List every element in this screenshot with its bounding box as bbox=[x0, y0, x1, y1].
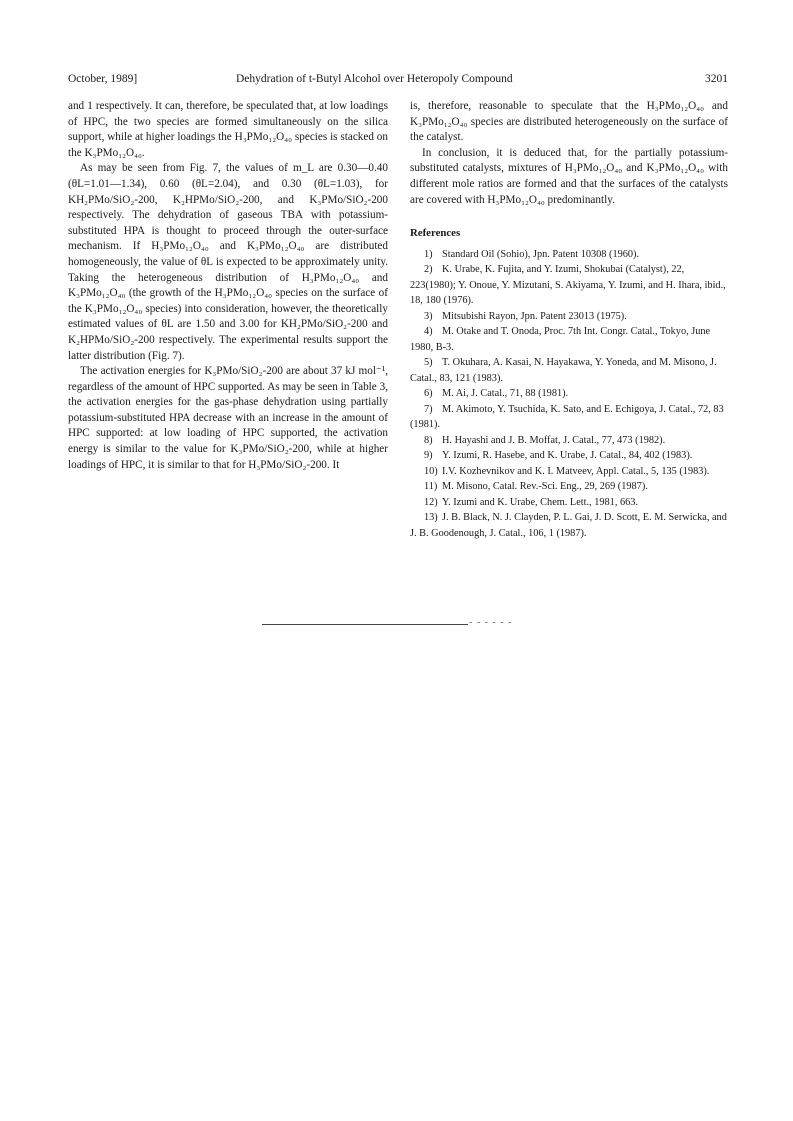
right-column bbox=[410, 99, 728, 541]
reference-item: 13) J. B. Black, N. J. Clayden, P. L. Gai, J. D. Scott, E. M. Serwicka, and J. B. Goodenough, J. Catal., 106, 1 (1987). bbox=[410, 512, 727, 539]
paragraph: The activation energies for K₃PMo/SiO₂-200 are about 37 kJ mol⁻¹, regardless of the amount of HPC supported. As may be seen in Table 3, the activation energies for the gas-phase dehydration using partially potassium-substituted HPA decrease with an increase in the amount of HPC supported: at low loading of HPC supported, the activation energy is similar to the value for K₃PMo/SiO₂-200, while at higher loadings of HPC, it is similar to that for H₃PMo/SiO₂-200. It bbox=[68, 365, 388, 471]
reference-item: 2) K. Urabe, K. Fujita, and Y. Izumi, Shokubai (Catalyst), 22, 223(1980); Y. Onoue, Y. Mizutani, S. Akiyama, Y. Izumi, and H. Ihara, ibid., 18, 180 (1976). bbox=[410, 264, 726, 307]
header-date: October, 1989] bbox=[68, 73, 138, 85]
reference-item: 11) M. Misono, Catal. Rev.-Sci. Eng., 29, 269 (1987). bbox=[424, 481, 648, 493]
references-heading: References bbox=[410, 227, 461, 240]
header-title: Dehydration of t-Butyl Alcohol over Heteropoly Compound bbox=[236, 73, 513, 85]
reference-item: 6) M. Ai, J. Catal., 71, 88 (1981). bbox=[424, 388, 569, 400]
left-column bbox=[68, 99, 388, 473]
reference-item: 3) Mitsubishi Rayon, Jpn. Patent 23013 (1975). bbox=[424, 310, 627, 322]
paragraph: As may be seen from Fig. 7, the values of m_L are 0.30—0.40 (θL=1.01—1.34), 0.60 (θL=2.04), and 0.30 (θL=1.03), for KH₂PMo/SiO₂-200, K₂HPMo/SiO₂-200, and K₃PMo/SiO₂-200 respectively. The dehydration of gaseous TBA with potassium-substituted HPA is thought to proceed through the outer-surface mechanism. If H₃PMo₁₂O₄₀ and K₃PMo₁₂O₄₀ are distributed homogeneously, the value of θL is expected to be approximately unity. Taking the heterogeneous distribution of H₃PMo₁₂O₄₀ and K₃PMo₁₂O₄₀ (the growth of the H₃PMo₁₂O₄₀ species on the surface of the K₃PMo₁₂O₄₀ species) into consideration, however, the theoretically estimated values of θL are 1.50 and 3.00 for KH₂PMo/SiO₂-200 and K₂HPMo/SiO₂-200 respectively. The experimental results support the latter distribution (Fig. 7). bbox=[68, 162, 388, 362]
reference-item: 9) Y. Izumi, R. Hasebe, and K. Urabe, J. Catal., 84, 402 (1983). bbox=[424, 450, 693, 462]
paragraph: is, therefore, reasonable to speculate that the H₃PMo₁₂O₄₀ and K₃PMo₁₂O₄₀ species are distributed heterogeneously on the surface of the catalyst. bbox=[410, 100, 728, 144]
reference-item: 7) M. Akimoto, Y. Tsuchida, K. Sato, and E. Echigoya, J. Catal., 72, 83 (1981). bbox=[410, 403, 724, 431]
end-rule-dashes: - - - - - - bbox=[469, 617, 513, 628]
reference-item: 12) Y. Izumi and K. Urabe, Chem. Lett., 1981, 663. bbox=[424, 496, 638, 508]
reference-item: 10) I.V. Kozhevnikov and K. I. Matveev, Appl. Catal., 5, 135 (1983). bbox=[424, 465, 710, 477]
running-header bbox=[68, 72, 728, 88]
reference-item: 8) H. Hayashi and J. B. Moffat, J. Catal., 77, 473 (1982). bbox=[424, 434, 666, 446]
reference-item: 4) M. Otake and T. Onoda, Proc. 7th Int. Congr. Catal., Tokyo, June 1980, B-3. bbox=[410, 326, 711, 353]
paragraph: and 1 respectively. It can, therefore, be speculated that, at low loadings of HPC, the two species are formed simultaneously on the silica support, while at higher loadings the H₃PMo₁₂O₄₀ species is stacked on the K₃PMo₁₂O₄₀. bbox=[68, 100, 388, 159]
reference-list bbox=[410, 247, 728, 542]
paragraph: In conclusion, it is deduced that, for the partially potassium-substituted catalysts, mixtures of H₃PMo₁₂O₄₀ and K₃PMo₁₂O₄₀ with different mole ratios are formed and that the surfaces of the catalysts are covered with H₃PMo₁₂O₄₀ predominantly. bbox=[410, 146, 728, 206]
end-rule bbox=[262, 624, 468, 625]
page-number: 3201 bbox=[705, 73, 728, 85]
reference-item: 1) Standard Oil (Sohio), Jpn. Patent 10308 (1960). bbox=[424, 248, 640, 260]
reference-item: 5) T. Okuhara, A. Kasai, N. Hayakawa, Y. Yoneda, and M. Misono, J. Catal., 83, 121 (1983). bbox=[410, 357, 717, 384]
